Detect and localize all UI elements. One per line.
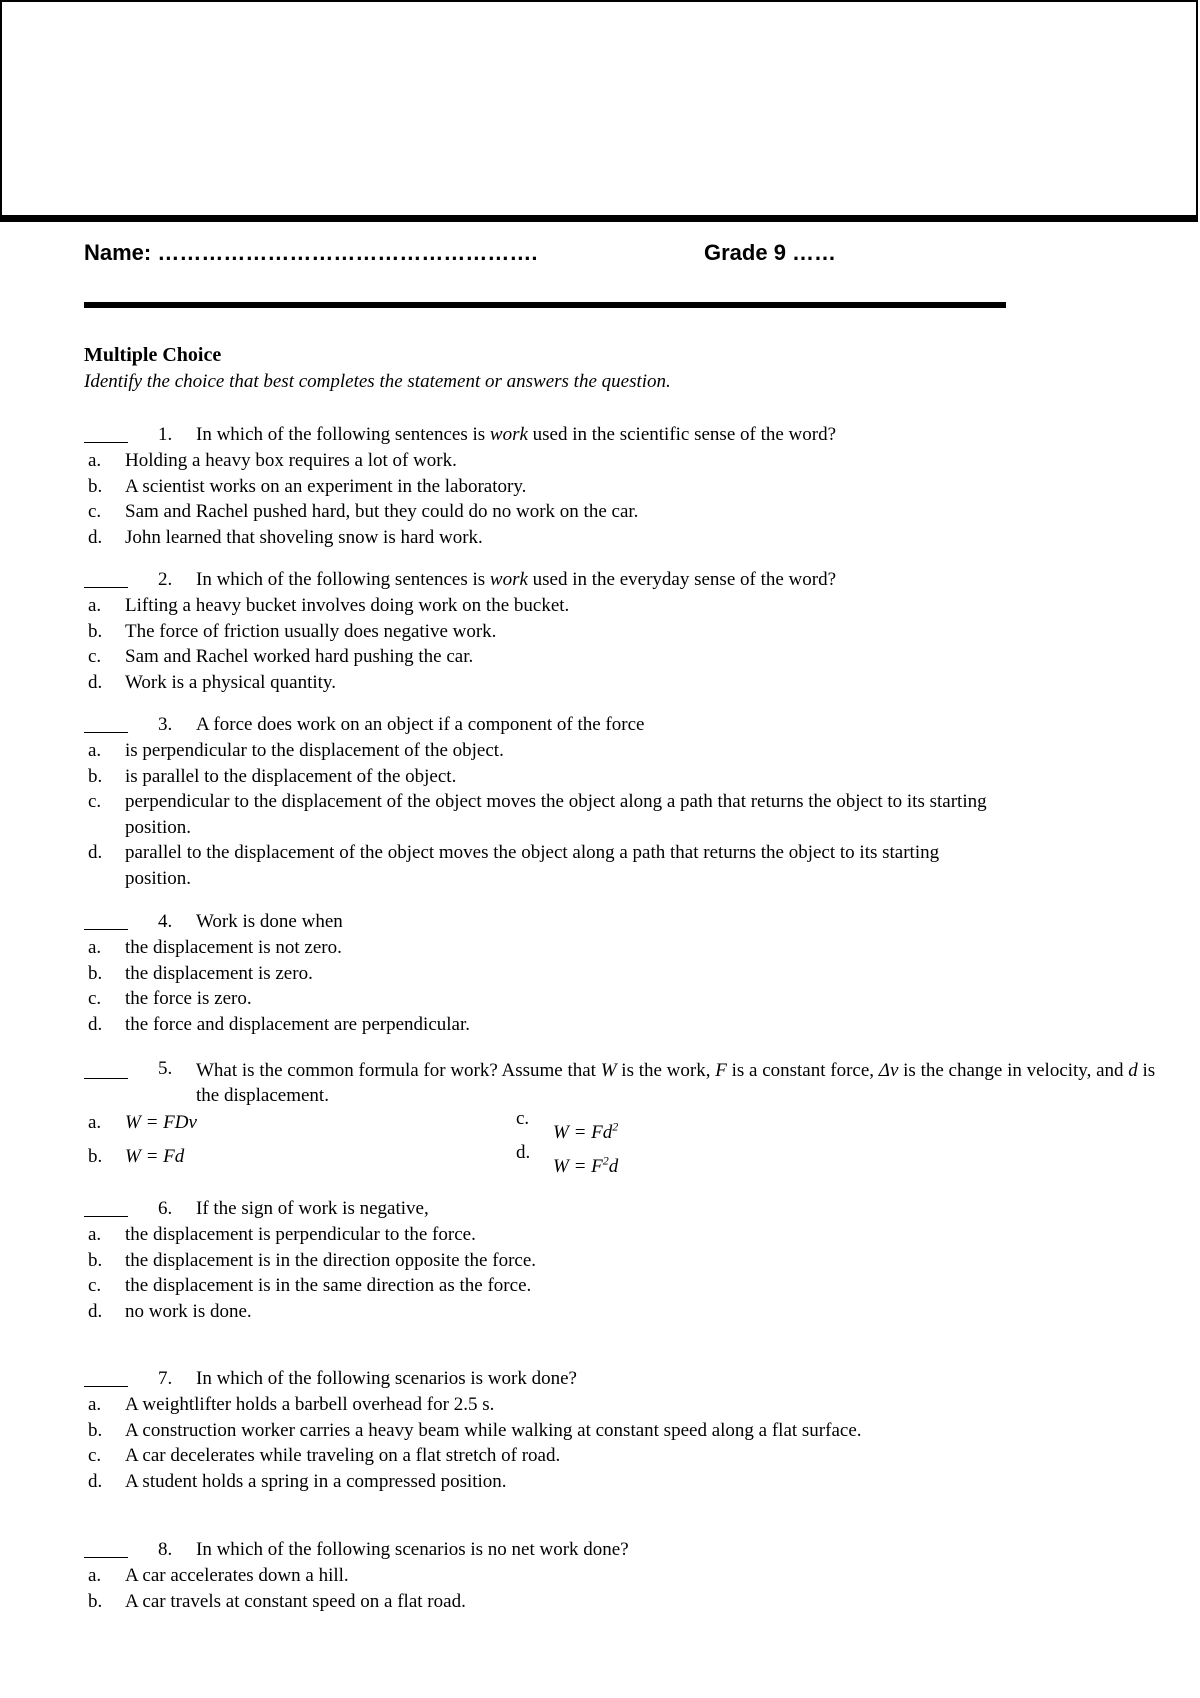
question-6 [84, 1196, 1124, 1324]
option-b[interactable]: b. the displacement is in the direction opposite the force. [88, 1249, 537, 1271]
divider-rule [84, 302, 1006, 308]
option-c[interactable]: c. A car decelerates while traveling on a flat stretch of road. [88, 1445, 561, 1466]
question-text: Work is done when [196, 911, 343, 932]
option-a[interactable]: a. is perpendicular to the displacement of the object. [88, 740, 504, 761]
option-b[interactable]: b. the displacement is zero. [88, 962, 313, 984]
answer-blank[interactable] [84, 1196, 128, 1217]
option-c[interactable]: c. perpendicular to the displacement of the object moves the object along a path that returns the object to its starting position. [88, 791, 987, 838]
option-b[interactable]: b. is parallel to the displacement of the object. [88, 765, 457, 787]
question-text: If the sign of work is negative, [196, 1198, 429, 1219]
section-header [84, 342, 1134, 395]
option-b[interactable]: b. The force of friction usually does negative work. [88, 620, 497, 642]
option-c[interactable]: c. Sam and Rachel worked hard pushing the car. [88, 646, 474, 667]
section-instructions: Identify the choice that best completes the statement or answers the question. [84, 371, 671, 392]
option-d[interactable]: d. no work is done. [88, 1300, 252, 1322]
option-b[interactable]: b. A construction worker carries a heavy beam while walking at constant speed along a flat surface. [88, 1419, 862, 1441]
option-d[interactable]: d. Work is a physical quantity. [88, 671, 336, 693]
answer-blank[interactable] [84, 567, 128, 588]
question-7 [84, 1366, 1124, 1494]
option-a[interactable]: a. the displacement is not zero. [88, 937, 342, 958]
option-d[interactable]: d. John learned that shoveling snow is hard work. [88, 526, 483, 548]
question-number: 6. [158, 1198, 173, 1219]
option-a[interactable]: a. the displacement is perpendicular to the force. [88, 1224, 476, 1245]
answer-blank[interactable] [84, 1058, 128, 1079]
question-2 [84, 567, 1124, 695]
question-number: 7. [158, 1368, 173, 1389]
answer-blank[interactable] [84, 1537, 128, 1558]
question-number: 8. [158, 1539, 173, 1560]
name-grade-row [84, 240, 984, 280]
question-number: 5. [158, 1058, 173, 1079]
header-box [0, 0, 1198, 222]
option-c[interactable]: c. the displacement is in the same direction as the force. [88, 1275, 532, 1296]
question-number: 2. [158, 569, 173, 590]
formula-options [84, 1108, 1124, 1178]
option-c[interactable]: c. $W = Fd^2$ [516, 1108, 619, 1144]
question-number: 3. [158, 714, 173, 735]
option-a[interactable]: a. W = FDv [88, 1112, 197, 1133]
answer-blank[interactable] [84, 909, 128, 930]
option-d[interactable]: d. the force and displacement are perpendicular. [88, 1013, 470, 1035]
question-8 [84, 1537, 1124, 1614]
question-number: 1. [158, 424, 173, 445]
question-number: 4. [158, 911, 173, 932]
option-b[interactable]: b. A car travels at constant speed on a flat road. [88, 1590, 466, 1612]
question-text: In which of the following sentences is work used in the scientific sense of the word? [196, 424, 837, 445]
question-text: In which of the following sentences is work used in the everyday sense of the word? [196, 569, 837, 590]
question-1 [84, 422, 1124, 550]
grade-field-label: Grade 9 …… [704, 240, 837, 265]
option-a[interactable]: a. Holding a heavy box requires a lot of work. [88, 450, 457, 471]
option-d[interactable]: d. parallel to the displacement of the object moves the object along a path that returns the object to its starting position. [88, 842, 940, 889]
option-c[interactable]: c. the force is zero. [88, 988, 252, 1009]
question-text: What is the common formula for work? Assume that W is the work, F is a constant force, Δv is the change in velocity, and d is the displacement. [196, 1060, 1156, 1106]
option-a[interactable]: a. Lifting a heavy bucket involves doing work on the bucket. [88, 595, 570, 616]
question-text: In which of the following scenarios is no net work done? [196, 1539, 629, 1560]
option-b[interactable]: b. A scientist works on an experiment in the laboratory. [88, 475, 527, 497]
option-a[interactable]: a. A car accelerates down a hill. [88, 1565, 349, 1586]
question-text: A force does work on an object if a component of the force [196, 714, 645, 735]
question-5 [84, 1058, 1156, 1178]
section-title: Multiple Choice [84, 344, 222, 366]
answer-blank[interactable] [84, 422, 128, 443]
option-a[interactable]: a. A weightlifter holds a barbell overhead for 2.5 s. [88, 1394, 495, 1415]
option-d[interactable]: d. $W = F^2d$ [516, 1142, 619, 1178]
option-d[interactable]: d. A student holds a spring in a compressed position. [88, 1470, 507, 1492]
option-c[interactable]: c. Sam and Rachel pushed hard, but they could do no work on the car. [88, 501, 639, 522]
question-3 [84, 712, 1124, 891]
question-4 [84, 909, 1124, 1037]
option-b[interactable]: b. W = Fd [88, 1146, 185, 1167]
name-field-label: Name: ……………………………………………. [84, 240, 538, 265]
answer-blank[interactable] [84, 1366, 128, 1387]
answer-blank[interactable] [84, 712, 128, 733]
question-text: In which of the following scenarios is work done? [196, 1368, 577, 1389]
